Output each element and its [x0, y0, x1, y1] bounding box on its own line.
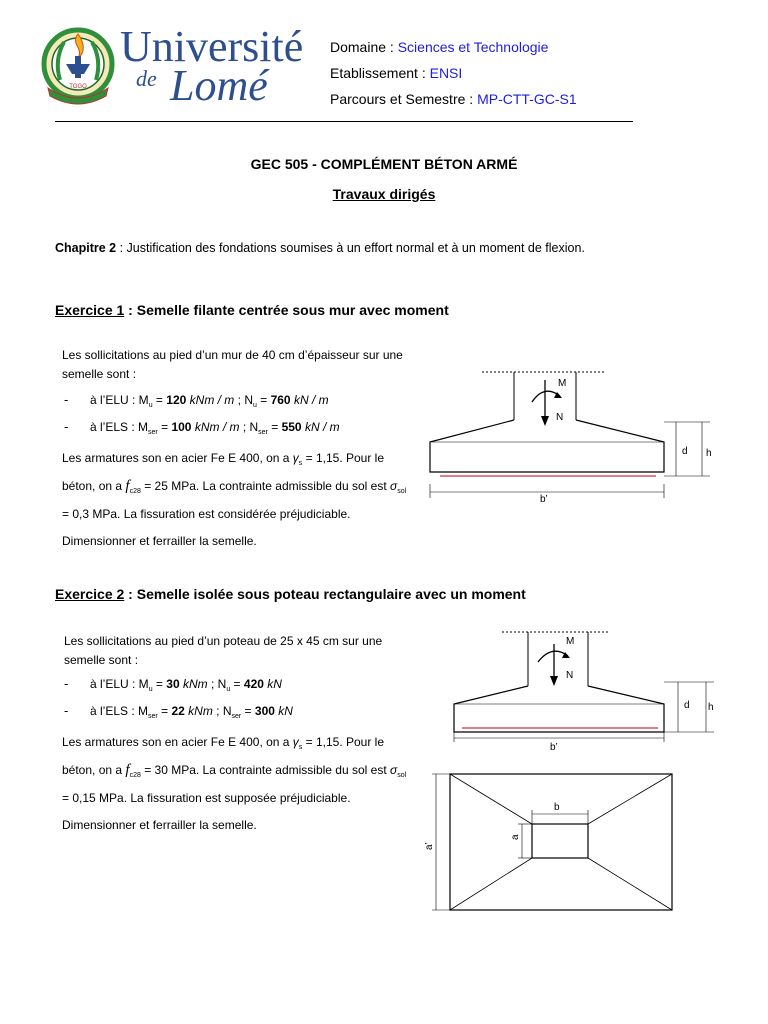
- exercise-2-label: Exercice 2: [55, 586, 125, 602]
- h-label: h: [706, 448, 712, 459]
- domaine-value: Sciences et Technologie: [397, 39, 549, 55]
- d-label-2: d: [684, 700, 690, 711]
- header-meta: [330, 34, 577, 112]
- exercise-2-els: - à l’ELS : $M_{ser} = 22$ kNm ; $N_{ser} = 300$ kN: [64, 703, 293, 720]
- logo-lome: Lomé: [170, 61, 268, 110]
- a-prime-label: a’: [424, 842, 435, 850]
- d-label: d: [682, 446, 688, 457]
- footing-outline-2: [454, 686, 664, 732]
- exercise-1-elu: - à l’ELU : $M_u = 120$ kNm / m ; $N_u = 760$ kN / m: [64, 392, 329, 409]
- university-logo: [40, 22, 304, 118]
- domaine-label: Domaine :: [330, 39, 394, 55]
- exercise-2-elu: - à l’ELU : $M_u = 30$ kNm ; $N_u = 420$ kN: [64, 676, 282, 693]
- doc-title: GEC 505 - COMPLÉMENT BÉTON ARMÉ: [250, 156, 518, 172]
- parcours-label: Parcours et Semestre :: [330, 91, 474, 107]
- seal-text: TOGO: [69, 84, 87, 90]
- doc-subtitle: Travaux dirigés: [332, 186, 436, 202]
- exercise-1-materials: Les armatures son en acier Fe E 400, on a $\gamma_s = 1,15$. Pour le béton, on a $f_{c28} = 25$ MPa. La contrainte admissible du sol est $\sigma_{sol} = 0,3$ MPa. La fissuration est considérée préjudiciable.: [62, 451, 407, 521]
- moment-label: M: [558, 378, 567, 389]
- b-prime-label: b’: [540, 494, 548, 505]
- a-label: a: [510, 834, 521, 840]
- exercise-2-plan-figure: [420, 764, 680, 924]
- header-rule: [55, 121, 633, 122]
- h-label-2: h: [708, 702, 714, 713]
- exercise-2-elevation-figure: [440, 622, 720, 762]
- footing-outline: [430, 420, 664, 472]
- column-plan: [532, 824, 588, 858]
- domaine-line: [330, 34, 577, 60]
- chapter-text: : Justification des fondations soumises à un effort normal et à un moment de flexion.: [116, 241, 585, 255]
- exercise-1-label: Exercice 1: [55, 302, 125, 318]
- parcours-line: [330, 86, 577, 112]
- university-seal-icon: [40, 22, 120, 112]
- exercise-1-heading: : Semelle filante centrée sous mur avec moment: [124, 302, 449, 318]
- normal-force-label-2: N: [566, 670, 574, 681]
- exercise-2-materials: Les armatures son en acier Fe E 400, on a $\gamma_s = 1,15$. Pour le béton, on a $f_{c28} = 30$ MPa. La contrainte admissible du sol est $\sigma_{sol} = 0,15$ MPa. La fissuration est supposée préjudiciable.: [62, 735, 407, 805]
- exercise-1-figure: [420, 360, 720, 510]
- etablissement-label: Etablissement :: [330, 65, 426, 81]
- exercise-1-task: Dimensionner et ferrailler la semelle.: [62, 534, 257, 548]
- moment-label-2: M: [566, 636, 575, 647]
- exercise-2-title: [55, 586, 526, 602]
- exercise-2-intro: Les sollicitations au pied d’un poteau de 25 x 45 cm sur une semelle sont :: [64, 634, 383, 667]
- chapter-line: [55, 241, 585, 255]
- exercise-2-heading: : Semelle isolée sous poteau rectangulaire avec un moment: [124, 586, 526, 602]
- logo-de: de: [136, 66, 157, 91]
- exercise-1-intro: Les sollicitations au pied d’un mur de 40 cm d’épaisseur sur une semelle sont :: [62, 348, 403, 381]
- logo-universite: Université: [120, 22, 304, 71]
- b-label: b: [554, 802, 560, 813]
- b-prime-label-2: b’: [550, 742, 558, 753]
- parcours-value: MP-CTT-GC-S1: [477, 91, 577, 107]
- chapter-label: Chapitre 2: [55, 241, 117, 255]
- exercise-2-task: Dimensionner et ferrailler la semelle.: [62, 818, 257, 832]
- exercise-1-els: - à l’ELS : $M_{ser} = 100$ kNm / m ; $N_{ser} = 550$ kN / m: [64, 419, 340, 436]
- exercise-1-title: [55, 302, 449, 318]
- exercise-2-body: [62, 672, 414, 837]
- normal-force-label: N: [556, 412, 564, 423]
- etablissement-value: ENSI: [429, 65, 463, 81]
- exercise-1-body: [62, 388, 414, 553]
- etablissement-line: [330, 60, 577, 86]
